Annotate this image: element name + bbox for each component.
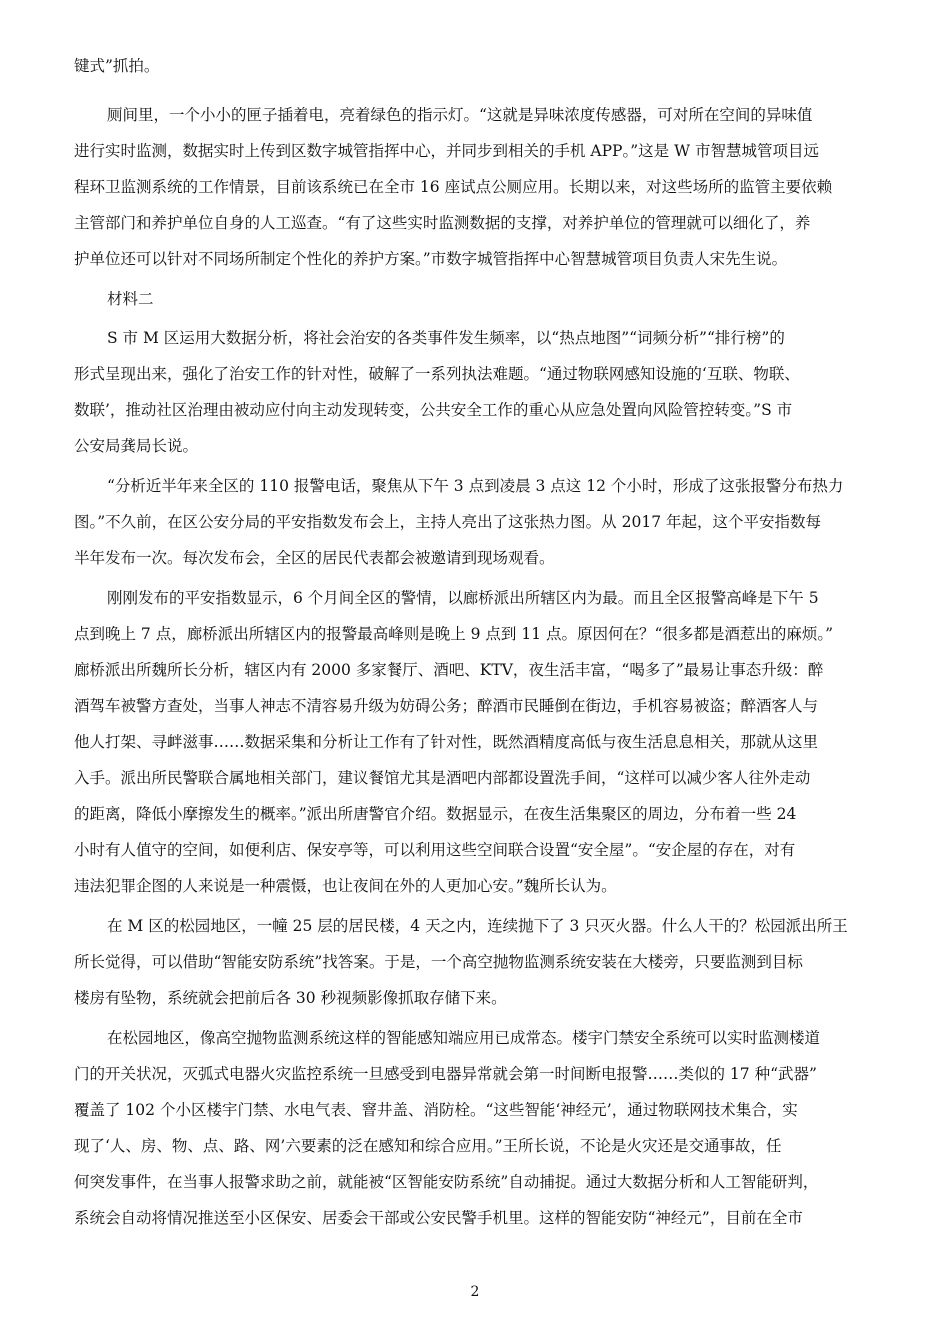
text-line: 程环卫监测系统的工作情景，目前该系统已在全市 16 座试点公厕应用。长期以来，对这些场所的监管主要依赖	[74, 178, 833, 196]
text-line: 点到晚上 7 点，廊桥派出所辖区内的报警最高峰则是晚上 9 点到 11 点。原因何在？“很多都是酒惹出的麻烦。”	[74, 625, 834, 643]
text-line: 现了‘人、房、物、点、路、网’六要素的泛在感知和综合应用。”王所长说，不论是火灾还是交通事故，任	[74, 1137, 782, 1155]
section-heading: 材料二	[107, 290, 154, 308]
text-line: 形式呈现出来，强化了治安工作的针对性，破解了一系列执法难题。“通过物联网感知设施的‘互联、物联、	[74, 365, 800, 383]
text-line: 小时有人值守的空间，如便利店、保安亭等，可以利用这些空间联合设置“安全屋”。“安企屋的存在，对有	[74, 841, 796, 859]
text-line: 在 M 区的松园地区，一幢 25 层的居民楼，4 天之内，连续抛下了 3 只灭火器。什么人干的？松园派出所王	[107, 917, 848, 935]
text-line: 系统会自动将情况推送至小区保安、居委会干部或公安民警手机里。这样的智能安防“神经元”，目前在全市	[74, 1209, 803, 1227]
text-line: 主管部门和养护单位自身的人工巡查。“有了这些实时监测数据的支撑，对养护单位的管理就可以细化了，养	[74, 214, 811, 232]
text-line: 进行实时监测，数据实时上传到区数字城管指挥中心，并同步到相关的手机 APP。”这是 W 市智慧城管项目远	[74, 142, 819, 160]
text-line: 门的开关状况，灭弧式电器火灾监控系统一旦感受到电器异常就会第一时间断电报警……类似的 17 种“武器”	[74, 1065, 817, 1083]
text-line: “分析近半年来全区的 110 报警电话，聚焦从下午 3 点到凌晨 3 点这 12 个小时，形成了这张报警分布热力	[107, 477, 844, 495]
text-line: 入手。派出所民警联合属地相关部门，建议餐馆尤其是酒吧内部都设置洗手间，“这样可以减少客人往外走动	[74, 769, 811, 787]
page-number: 2	[470, 1284, 480, 1300]
text-line: 公安局龚局长说。	[74, 437, 199, 455]
text-line: 楼房有坠物，系统就会把前后各 30 秒视频影像抓取存储下来。	[74, 989, 507, 1007]
text-line: 护单位还可以针对不同场所制定个性化的养护方案。”市数字城管指挥中心智慧城管项目负责人宋先生说。	[74, 250, 788, 268]
text-line: S 市 M 区运用大数据分析，将社会治安的各类事件发生频率，以“热点地图”“词频分析”“排行榜”的	[107, 329, 785, 347]
text-line: 图。”不久前，在区公安分局的平安指数发布会上，主持人亮出了这张热力图。从 2017 年起，这个平安指数每	[74, 513, 821, 531]
text-line: 键式”抓拍。	[74, 57, 160, 75]
text-line: 刚刚发布的平安指数显示，6 个月间全区的警情，以廊桥派出所辖区内为最。而且全区报警高峰是下午 5	[107, 589, 819, 607]
text-line: 所长觉得，可以借助“智能安防系统”找答案。于是，一个高空抛物监测系统安装在大楼旁，只要监测到目标	[74, 953, 803, 971]
text-line: 厕间里，一个小小的匣子插着电，亮着绿色的指示灯。“这就是异味浓度传感器，可对所在空间的异味值	[107, 106, 813, 124]
text-line: 违法犯罪企图的人来说是一种震慑，也让夜间在外的人更加心安。”魏所长认为。	[74, 877, 617, 895]
text-line: 在松园地区，像高空抛物监测系统这样的智能感知端应用已成常态。楼宇门禁安全系统可以实时监测楼道	[107, 1029, 821, 1047]
text-line: 数联’，推动社区治理由被动应付向主动发现转变，公共安全工作的重心从应急处置向风险管控转变。”S 市	[74, 401, 793, 419]
text-line: 何突发事件，在当事人报警求助之前，就能被“区智能安防系统”自动捕捉。通过大数据分析和人工智能研判，	[74, 1173, 819, 1191]
text-line: 半年发布一次。每次发布会，全区的居民代表都会被邀请到现场观看。	[74, 549, 555, 567]
text-line: 廊桥派出所魏所长分析，辖区内有 2000 多家餐厅、酒吧、KTV，夜生活丰富，“喝多了”最易让事态升级：醉	[74, 661, 824, 679]
text-line: 的距离，降低小摩擦发生的概率。”派出所唐警官介绍。数据显示，在夜生活集聚区的周边，分布着一些 24	[74, 805, 797, 823]
text-line: 酒驾车被警方查处，当事人神志不清容易升级为妨碍公务；醉酒市民睡倒在街边，手机容易被盗；醉酒客人与	[74, 697, 819, 715]
text-line: 他人打架、寻衅滋事……数据采集和分析让工作有了针对性，既然酒精度高低与夜生活息息相关，那就从这里	[74, 733, 819, 751]
text-line: 覆盖了 102 个小区楼宇门禁、水电气表、窨井盖、消防栓。“这些智能‘神经元’，通过物联网技术集合，实	[74, 1101, 798, 1119]
